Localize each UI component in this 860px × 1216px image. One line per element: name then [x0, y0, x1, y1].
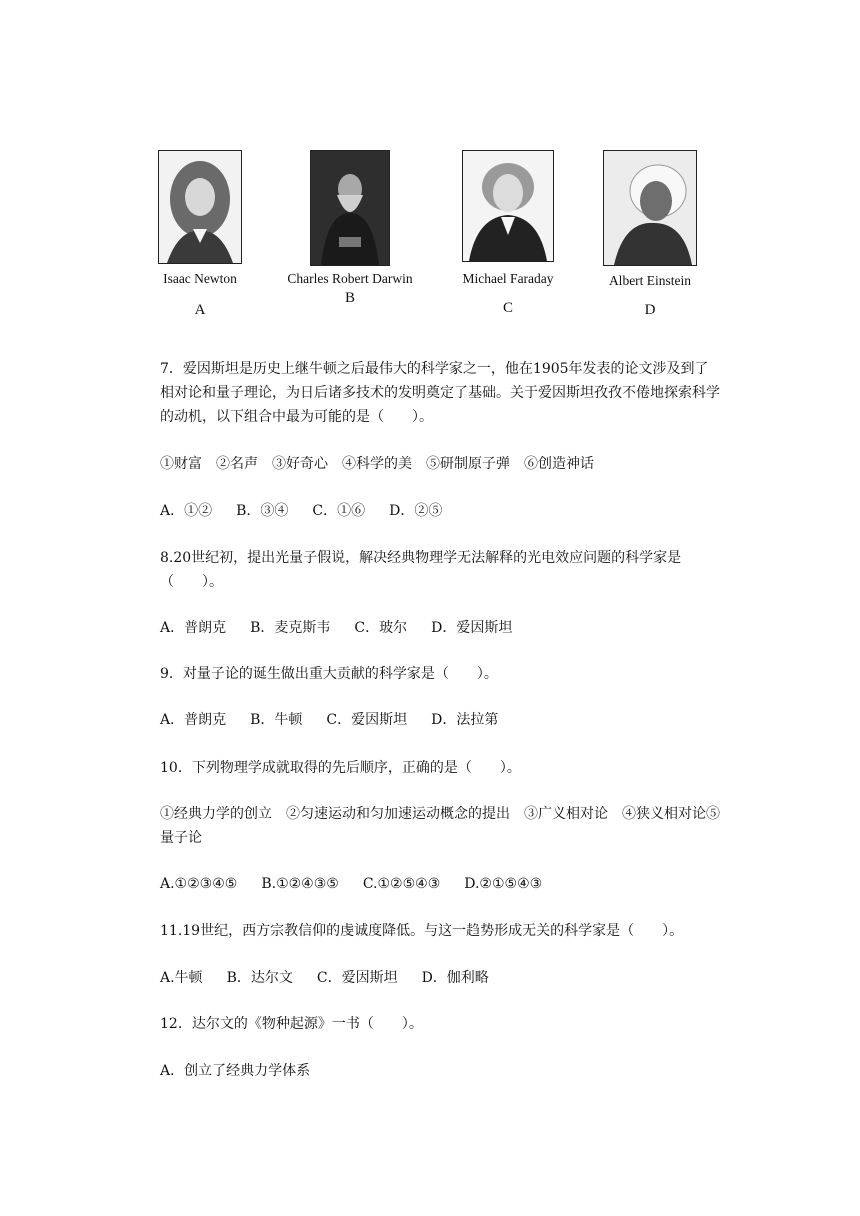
option-d: D．②⑤: [389, 503, 443, 519]
option-a: A．普朗克: [160, 712, 227, 728]
darwin-photo: [310, 150, 390, 266]
portrait-caption: Albert Einstein: [608, 273, 692, 288]
option-c: C.①②⑤④③: [362, 876, 441, 892]
option-c: C．①⑥: [312, 503, 366, 519]
option-c: C．爱因斯坦: [316, 970, 398, 986]
option-b: B．达尔文: [226, 970, 293, 986]
question-12-stem: 12．达尔文的《物种起源》一书（ ）。: [160, 1016, 423, 1032]
option-a: A.牛顿: [160, 970, 203, 986]
option-d: D．伽利略: [421, 970, 489, 986]
portrait-newton: [145, 150, 255, 319]
option-c: C．玻尔: [354, 620, 408, 636]
portrait-letter: D: [644, 302, 656, 318]
portrait-letter: B: [344, 290, 355, 306]
question-12-option-a: A．创立了经典力学体系: [160, 1063, 311, 1079]
option-a: A.①②③④⑤: [160, 876, 238, 892]
question-7-options: [160, 499, 720, 523]
question-9-stem: 9．对量子论的诞生做出重大贡献的科学家是（ ）。: [160, 666, 498, 682]
question-11-options: [160, 966, 720, 990]
faraday-photo: [462, 150, 554, 262]
portrait-row: [150, 150, 710, 335]
option-a: A．普朗克: [160, 620, 227, 636]
question-11-stem: 11.19世纪，西方宗教信仰的虔诚度降低。与这一趋势形成无关的科学家是（ ）。: [160, 923, 684, 939]
option-b: B．③④: [236, 503, 289, 519]
option-b: B.①②④③⑤: [261, 876, 339, 892]
question-7-items: ①财富 ②名声 ③好奇心 ④科学的美 ⑤研制原子弹 ⑥创造神话: [160, 456, 594, 472]
question-10-options: [160, 872, 720, 896]
question-8-options: [160, 616, 720, 640]
question-10-items: ①经典力学的创立 ②匀速运动和匀加速运动概念的提出 ③广义相对论 ④狭义相对论⑤量子论: [160, 806, 720, 846]
portrait-caption: Michael Faraday: [462, 271, 554, 286]
question-7-stem: 7．爱因斯坦是历史上继牛顿之后最伟大的科学家之一，他在1905年发表的论文涉及到了相对论和量子理论，为日后诸多技术的发明奠定了基础。关于爱因斯坦孜孜不倦地探索科学的动机，以下组合中最为可能的是（ ）。: [160, 361, 720, 425]
option-d: D.②①⑤④③: [464, 876, 543, 892]
option-a: A．①②: [160, 503, 213, 519]
question-9-options: [160, 708, 720, 732]
option-d: D．法拉第: [431, 712, 499, 728]
portrait-caption: Charles Robert Darwin: [287, 271, 413, 286]
option-b: B．牛顿: [250, 712, 303, 728]
option-c: C．爱因斯坦: [326, 712, 408, 728]
newton-photo: [158, 150, 242, 264]
einstein-photo: [603, 150, 697, 266]
portrait-letter: A: [194, 302, 206, 318]
question-10-stem: 10．下列物理学成就取得的先后顺序，正确的是（ ）。: [160, 760, 521, 776]
option-b: B．麦克斯韦: [250, 620, 331, 636]
option-d: D．爱因斯坦: [431, 620, 513, 636]
portrait-einstein: [595, 150, 705, 319]
portrait-darwin: [287, 150, 413, 307]
portrait-faraday: [448, 150, 568, 317]
portrait-caption: Isaac Newton: [163, 271, 237, 286]
portrait-letter: C: [502, 300, 513, 316]
question-8-stem: 8.20世纪初，提出光量子假说，解决经典物理学无法解释的光电效应问题的科学家是（ ）。: [160, 550, 682, 590]
